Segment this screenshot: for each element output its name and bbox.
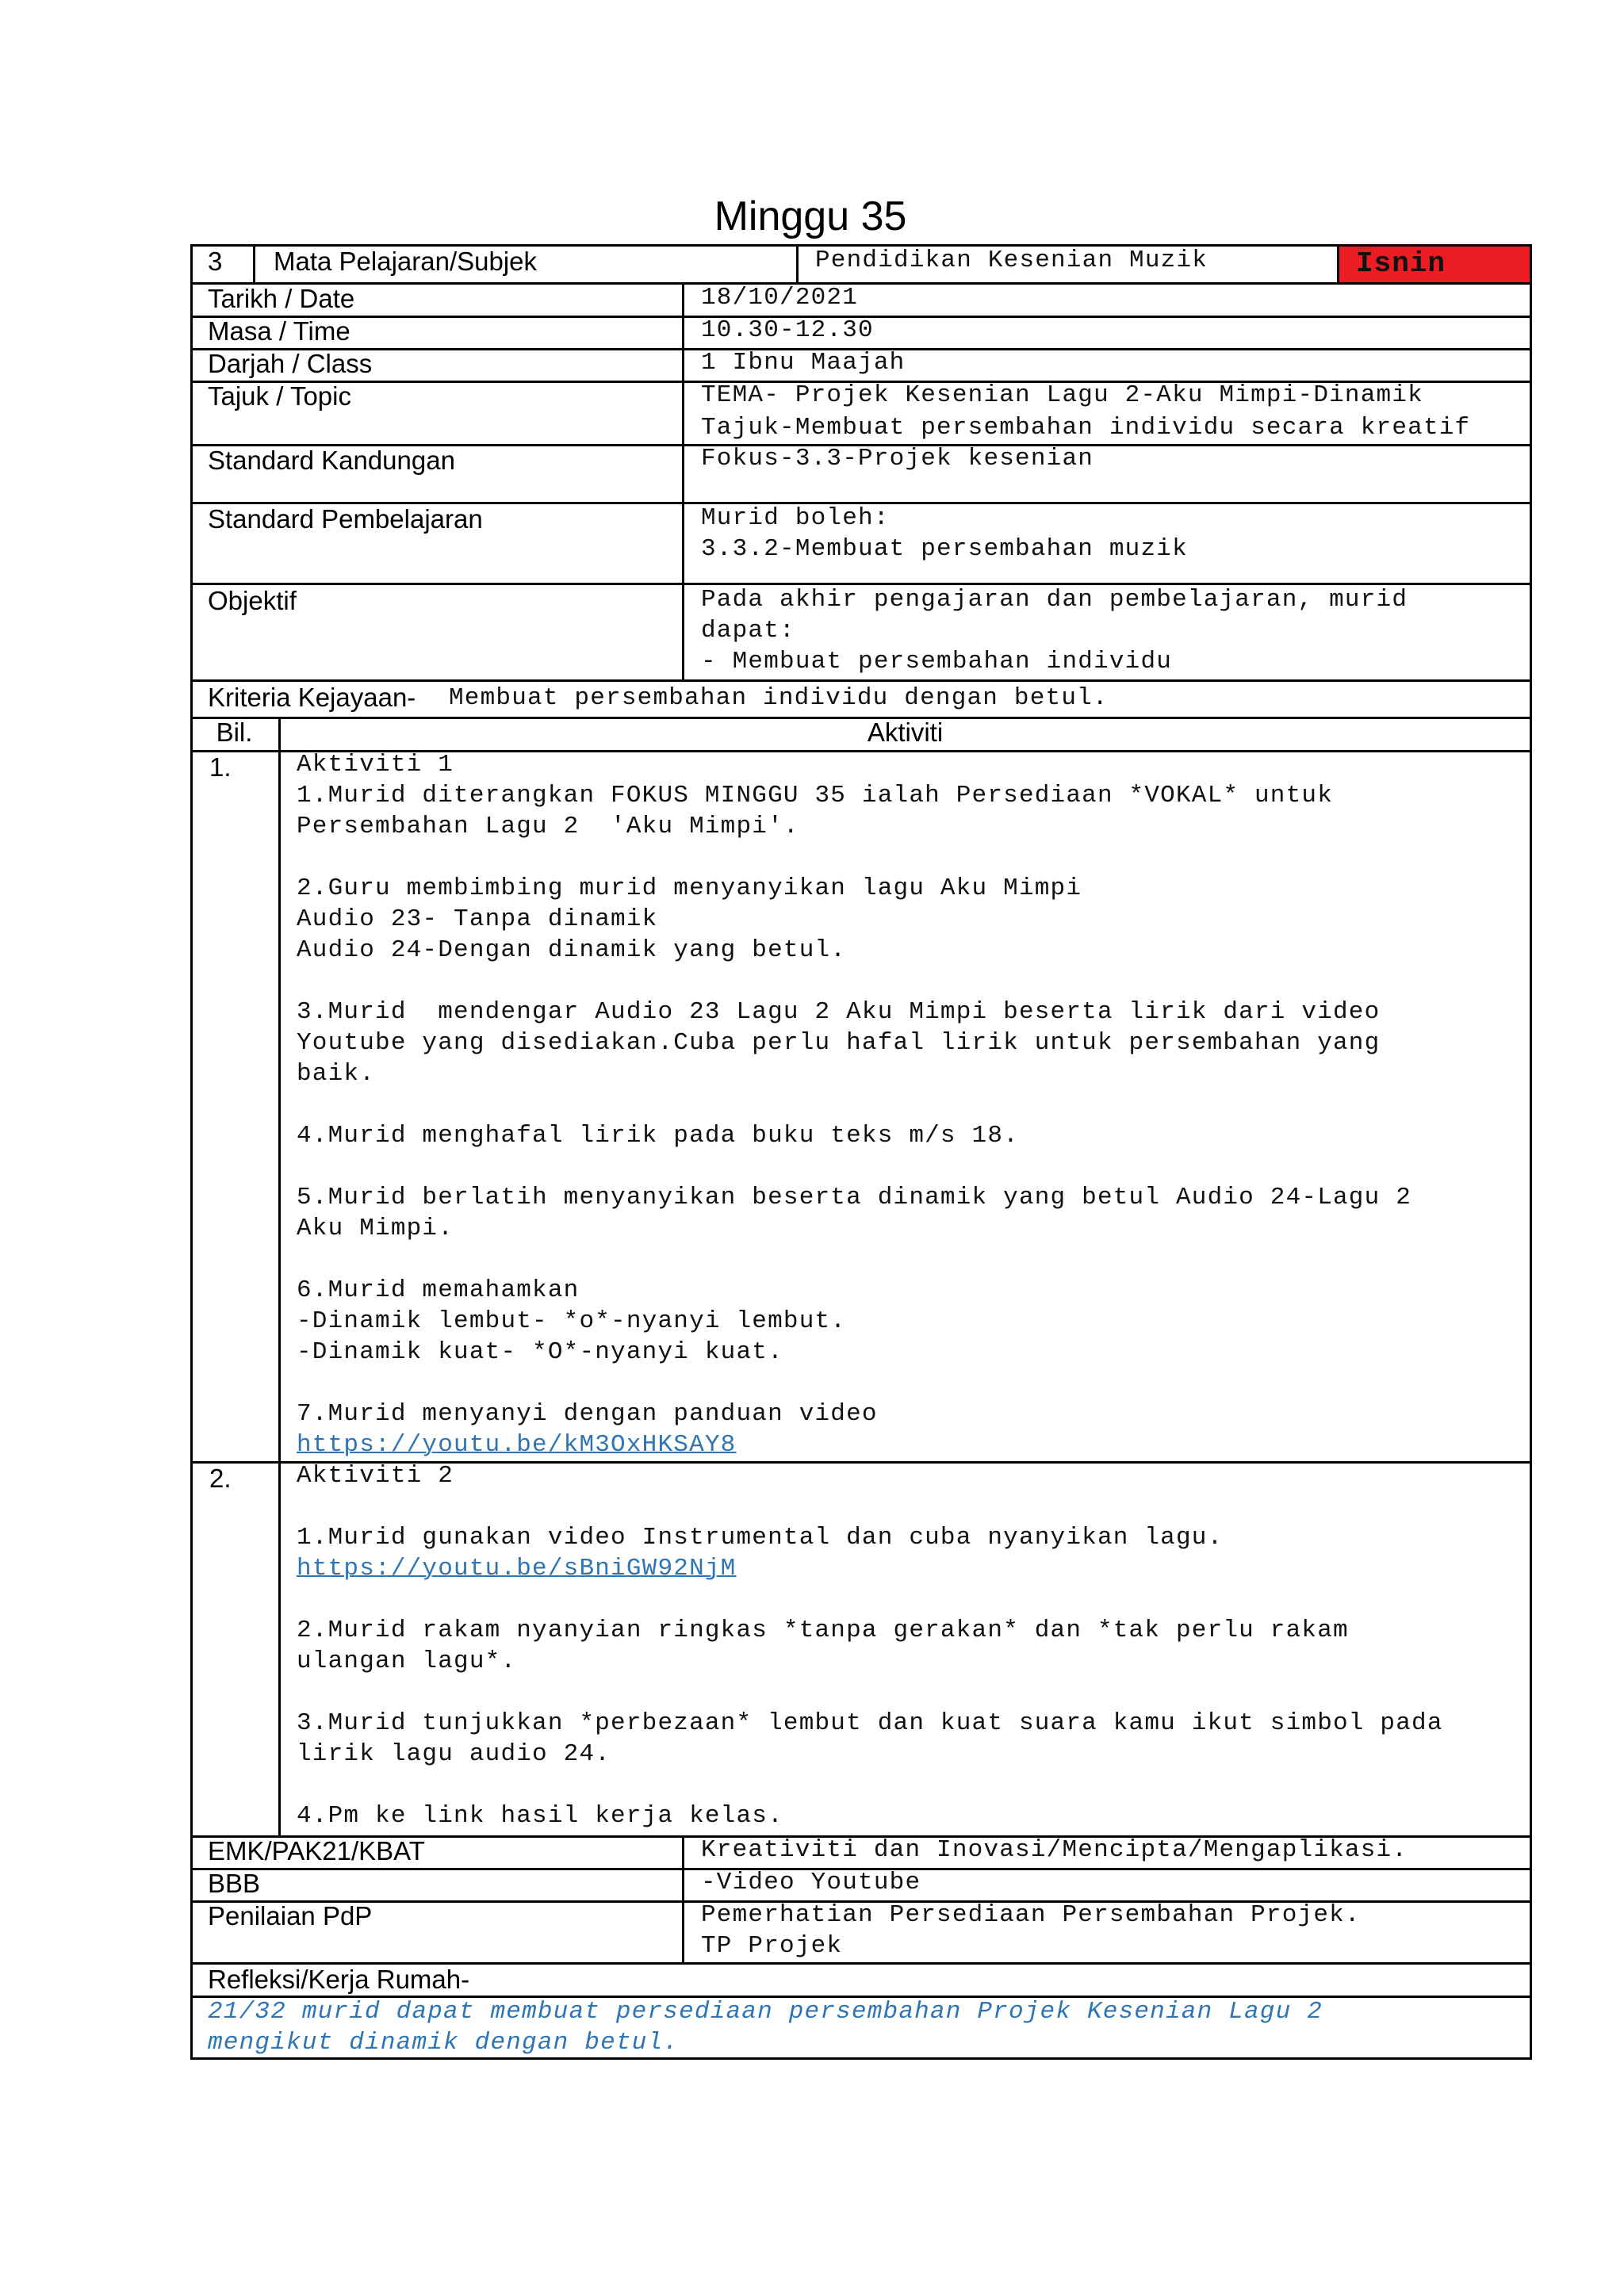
activity-line: Aktiviti 2	[297, 1462, 454, 1490]
penilaian-value-line-1: Pemerhatian Persediaan Persembahan Projek.	[701, 1901, 1361, 1929]
objektif-label: Objektif	[208, 586, 297, 615]
activity-1-number: 1.	[209, 752, 232, 782]
penilaian-value-line-2: TP Projek	[701, 1932, 843, 1960]
bil-header: Bil.	[216, 718, 253, 747]
emk-label: EMK/PAK21/KBAT	[208, 1836, 425, 1866]
activity-line: Aktiviti 1	[297, 751, 454, 779]
standard-pembelajaran-value-line-2: 3.3.2-Membuat persembahan muzik	[701, 535, 1188, 563]
day-value: Isnin	[1356, 247, 1446, 280]
activity-line: 6.Murid memahamkan	[297, 1276, 580, 1304]
bbb-label: BBB	[208, 1869, 261, 1898]
page-title: Minggu 35	[714, 193, 907, 239]
activity-line: 4.Murid menghafal lirik pada buku teks m/s 18.	[297, 1122, 1019, 1150]
activity-line: 1.Murid diterangkan FOKUS MINGGU 35 ialah Persediaan *VOKAL* untuk	[297, 782, 1333, 809]
standard-pembelajaran-label: Standard Pembelajaran	[208, 504, 483, 534]
activity-line: 1.Murid gunakan video Instrumental dan cuba nyanyikan lagu.	[297, 1524, 1224, 1552]
kriteria-value: Membuat persembahan individu dengan betul.	[449, 684, 1109, 712]
standard-kandungan-value: Fokus-3.3-Projek kesenian	[701, 445, 1094, 473]
subject-value: Pendidikan Kesenian Muzik	[815, 247, 1208, 274]
video-link[interactable]: https://youtu.be/sBniGW92NjM	[297, 1555, 737, 1582]
video-link[interactable]: https://youtu.be/kM3OxHKSAY8	[297, 1431, 737, 1459]
activity-line: ulangan lagu*.	[297, 1647, 517, 1675]
refleksi-value-line-1: 21/32 murid dapat membuat persediaan persembahan Projek Kesenian Lagu 2	[208, 1998, 1323, 2026]
activity-line	[297, 842, 1411, 873]
class-label: Darjah / Class	[208, 349, 373, 378]
time-value: 10.30-12.30	[701, 316, 874, 344]
penilaian-label: Penilaian PdP	[208, 1901, 373, 1931]
kriteria-label: Kriteria Kejayaan-	[208, 683, 416, 712]
aktiviti-header: Aktiviti	[867, 718, 944, 747]
activity-line: Audio 24-Dengan dinamik yang betul.	[297, 936, 847, 964]
objektif-value-line-1: Pada akhir pengajaran dan pembelajaran, murid	[701, 586, 1408, 614]
activity-line	[297, 1151, 1411, 1182]
activity-line: baik.	[297, 1060, 376, 1088]
activity-line: 3.Murid tunjukkan *perbezaan* lembut dan kuat suara kamu ikut simbol pada	[297, 1709, 1443, 1737]
activity-2-number: 2.	[209, 1464, 232, 1493]
bbb-value: -Video Youtube	[701, 1869, 921, 1896]
objektif-value-line-3: - Membuat persembahan individu	[701, 648, 1173, 675]
date-label: Tarikh / Date	[208, 284, 355, 313]
refleksi-value-line-2: mengikut dinamik dengan betul.	[208, 2029, 680, 2057]
activity-2-content	[297, 1460, 1443, 1831]
standard-pembelajaran-value-line-1: Murid boleh:	[701, 504, 890, 532]
refleksi-label: Refleksi/Kerja Rumah-	[208, 1965, 470, 1994]
activity-line: Aku Mimpi.	[297, 1215, 454, 1242]
activity-line	[297, 1089, 1411, 1120]
activity-line: 2.Guru membimbing murid menyanyikan lagu Aku Mimpi	[297, 874, 1082, 902]
activity-line: 2.Murid rakam nyanyian ringkas *tanpa gerakan* dan *tak perlu rakam	[297, 1617, 1349, 1644]
date-value: 18/10/2021	[701, 284, 859, 312]
activity-line: -Dinamik lembut- *o*-nyanyi lembut.	[297, 1307, 847, 1335]
class-value: 1 Ibnu Maajah	[701, 349, 906, 377]
standard-kandungan-label: Standard Kandungan	[208, 446, 455, 475]
topic-value-line-2: Tajuk-Membuat persembahan individu secara kreatif	[701, 414, 1471, 442]
activity-line: 4.Pm ke link hasil kerja kelas.	[297, 1802, 783, 1830]
time-label: Masa / Time	[208, 316, 350, 346]
activity-line	[297, 1244, 1411, 1275]
activity-line	[297, 1770, 1443, 1800]
header-number: 3	[208, 247, 223, 276]
activity-line	[297, 1368, 1411, 1399]
activity-line: Youtube yang disediakan.Cuba perlu hafal lirik untuk persembahan yang	[297, 1029, 1381, 1057]
activity-line: 5.Murid berlatih menyanyikan beserta dinamik yang betul Audio 24-Lagu 2	[297, 1184, 1412, 1211]
activity-line: -Dinamik kuat- *O*-nyanyi kuat.	[297, 1338, 783, 1366]
objektif-value-line-2: dapat:	[701, 617, 795, 645]
activity-line: Persembahan Lagu 2 'Aku Mimpi'.	[297, 813, 799, 840]
emk-value: Kreativiti dan Inovasi/Mencipta/Mengaplikasi.	[701, 1836, 1408, 1864]
activity-line: lirik lagu audio 24.	[297, 1740, 611, 1768]
activity-1-content	[297, 749, 1411, 1460]
topic-label: Tajuk / Topic	[208, 381, 351, 411]
activity-line	[297, 1584, 1443, 1615]
activity-line	[297, 1677, 1443, 1708]
activity-line: 3.Murid mendengar Audio 23 Lagu 2 Aku Mimpi beserta lirik dari video	[297, 998, 1381, 1026]
subject-label: Mata Pelajaran/Subjek	[274, 247, 538, 276]
activity-line	[297, 1491, 1443, 1522]
topic-value-line-1: TEMA- Projek Kesenian Lagu 2-Aku Mimpi-Dinamik	[701, 381, 1423, 409]
activity-line: 7.Murid menyanyi dengan panduan video	[297, 1400, 878, 1428]
activity-line	[297, 966, 1411, 997]
activity-line: Audio 23- Tanpa dinamik	[297, 905, 658, 933]
